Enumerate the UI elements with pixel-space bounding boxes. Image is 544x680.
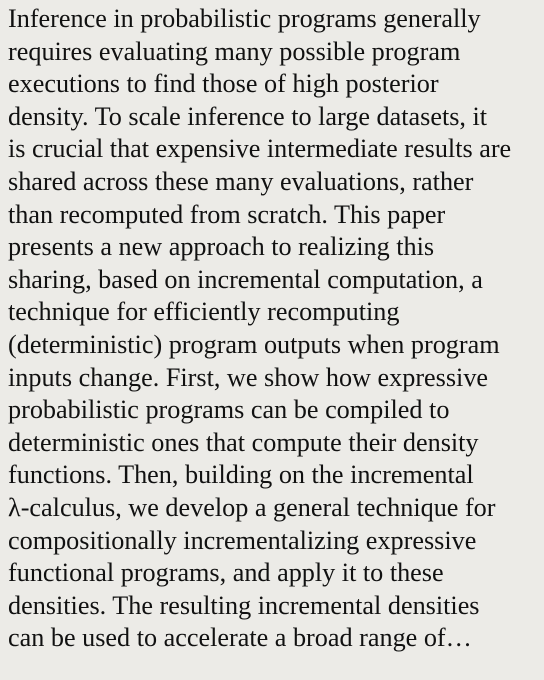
abstract-line: probabilistic programs can be compiled to xyxy=(8,395,450,425)
abstract-line: (deterministic) program outputs when program xyxy=(8,329,500,359)
abstract-line: shared across these many evaluations, rather xyxy=(8,166,474,196)
abstract-line: presents a new approach to realizing this xyxy=(8,232,435,262)
abstract-line: inputs change. First, we show how expressive xyxy=(8,362,489,392)
abstract-text xyxy=(8,3,511,655)
abstract-line: sharing, based on incremental computation, a xyxy=(8,264,483,294)
abstract-line: deterministic ones that compute their density xyxy=(8,427,479,457)
abstract-line: technique for efficiently recomputing xyxy=(8,297,400,327)
abstract-line: than recomputed from scratch. This paper xyxy=(8,199,446,229)
abstract-line: functions. Then, building on the incremental xyxy=(8,460,474,490)
abstract-line: is crucial that expensive intermediate results are xyxy=(8,134,512,164)
abstract-line: compositionally incrementalizing expressive xyxy=(8,525,477,555)
abstract-line: density. To scale inference to large datasets, it xyxy=(8,101,488,131)
abstract-line: densities. The resulting incremental densities xyxy=(8,590,480,620)
abstract-line: λ-calculus, we develop a general technique for xyxy=(8,492,496,522)
abstract-line: requires evaluating many possible program xyxy=(8,36,461,66)
abstract-line: can be used to accelerate a broad range of… xyxy=(8,623,472,653)
abstract-line: Inference in probabilistic programs generally xyxy=(8,4,481,33)
abstract-line: functional programs, and apply it to these xyxy=(8,558,444,588)
abstract-line: executions to find those of high posterior xyxy=(8,69,439,99)
